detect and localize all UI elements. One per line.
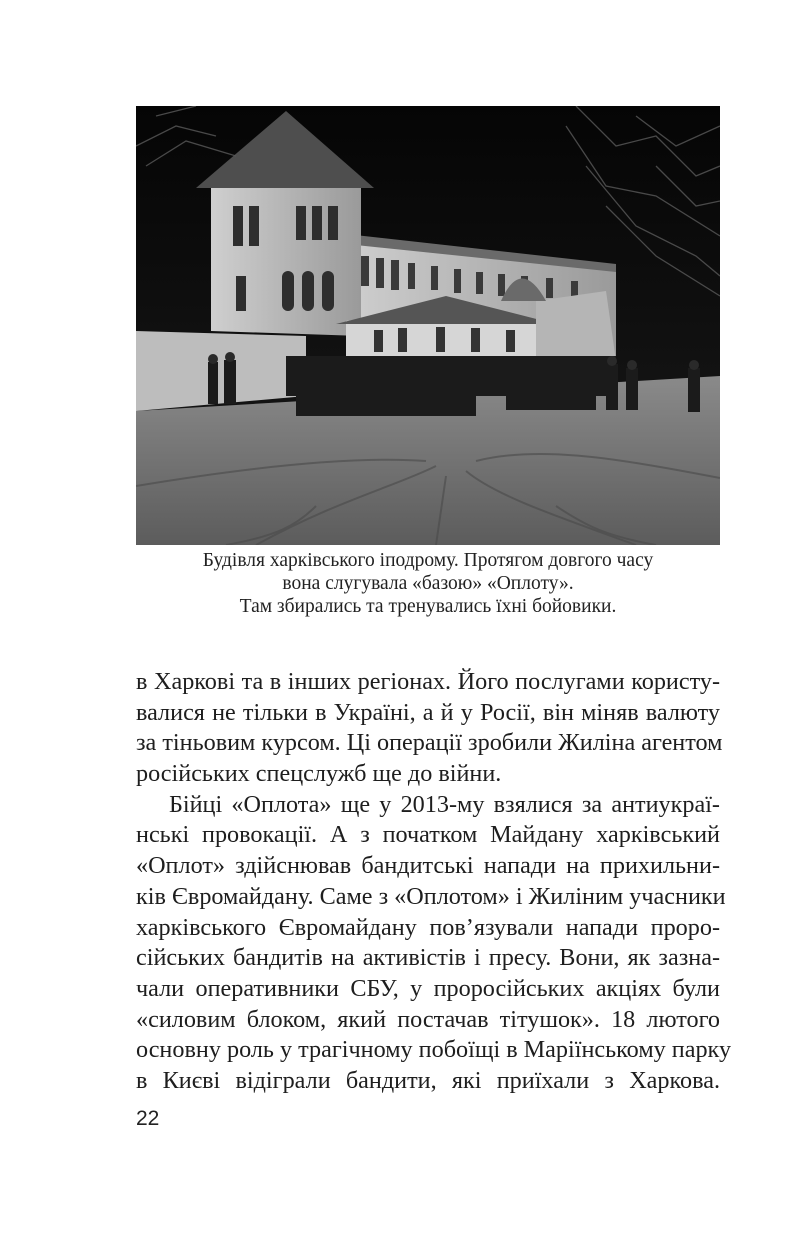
body-line: чали оперативники СБУ, у проросійських акціях були	[136, 974, 720, 1002]
body-line: «Оплот» здійснював бандитські напади на прихильни-	[136, 852, 720, 880]
body-text	[136, 667, 732, 1097]
body-line: «силовим блоком, який постачав тітушок». 18 лютого	[136, 1005, 720, 1033]
body-line: валися не тільки в Україні, а й у Росії, він міняв валюту	[136, 698, 720, 726]
body-line: Бійці «Оплота» ще у 2013-му взялися за антиукраї-	[169, 790, 720, 818]
body-line: основну роль у трагічному побоїщі в Маріїнському парку	[136, 1036, 732, 1064]
body-line: в Харкові та в інших регіонах. Його послугами користу-	[136, 668, 720, 695]
body-line: за тіньовим курсом. Ці операції зробили Жиліна агентом	[136, 729, 723, 757]
body-line: харківського Євромайдану пов’язували напади проро-	[136, 913, 720, 941]
hippodrome-photo	[136, 106, 720, 545]
caption-line: вона слугувала «базою» «Оплоту».	[282, 573, 574, 594]
body-line: російських спецслужб ще до війни.	[136, 760, 502, 788]
body-line: нські провокації. А з початком Майдану харківський	[136, 821, 720, 849]
body-line: ків Євромайдану. Саме з «Оплотом» і Жиліним учасники	[136, 882, 726, 910]
caption-line: Там збирались та тренувались їхні бойовики.	[239, 596, 617, 617]
caption-line: Будівля харківського іподрому. Протягом довгого часу	[202, 550, 654, 571]
body-line: сійських бандитів на активістів і пресу. Вони, як зазна-	[136, 944, 720, 972]
photo-caption	[136, 549, 720, 618]
body-line: в Києві відіграли бандити, які приїхали з Харкова.	[136, 1066, 720, 1094]
page-number: 22	[136, 1107, 160, 1130]
